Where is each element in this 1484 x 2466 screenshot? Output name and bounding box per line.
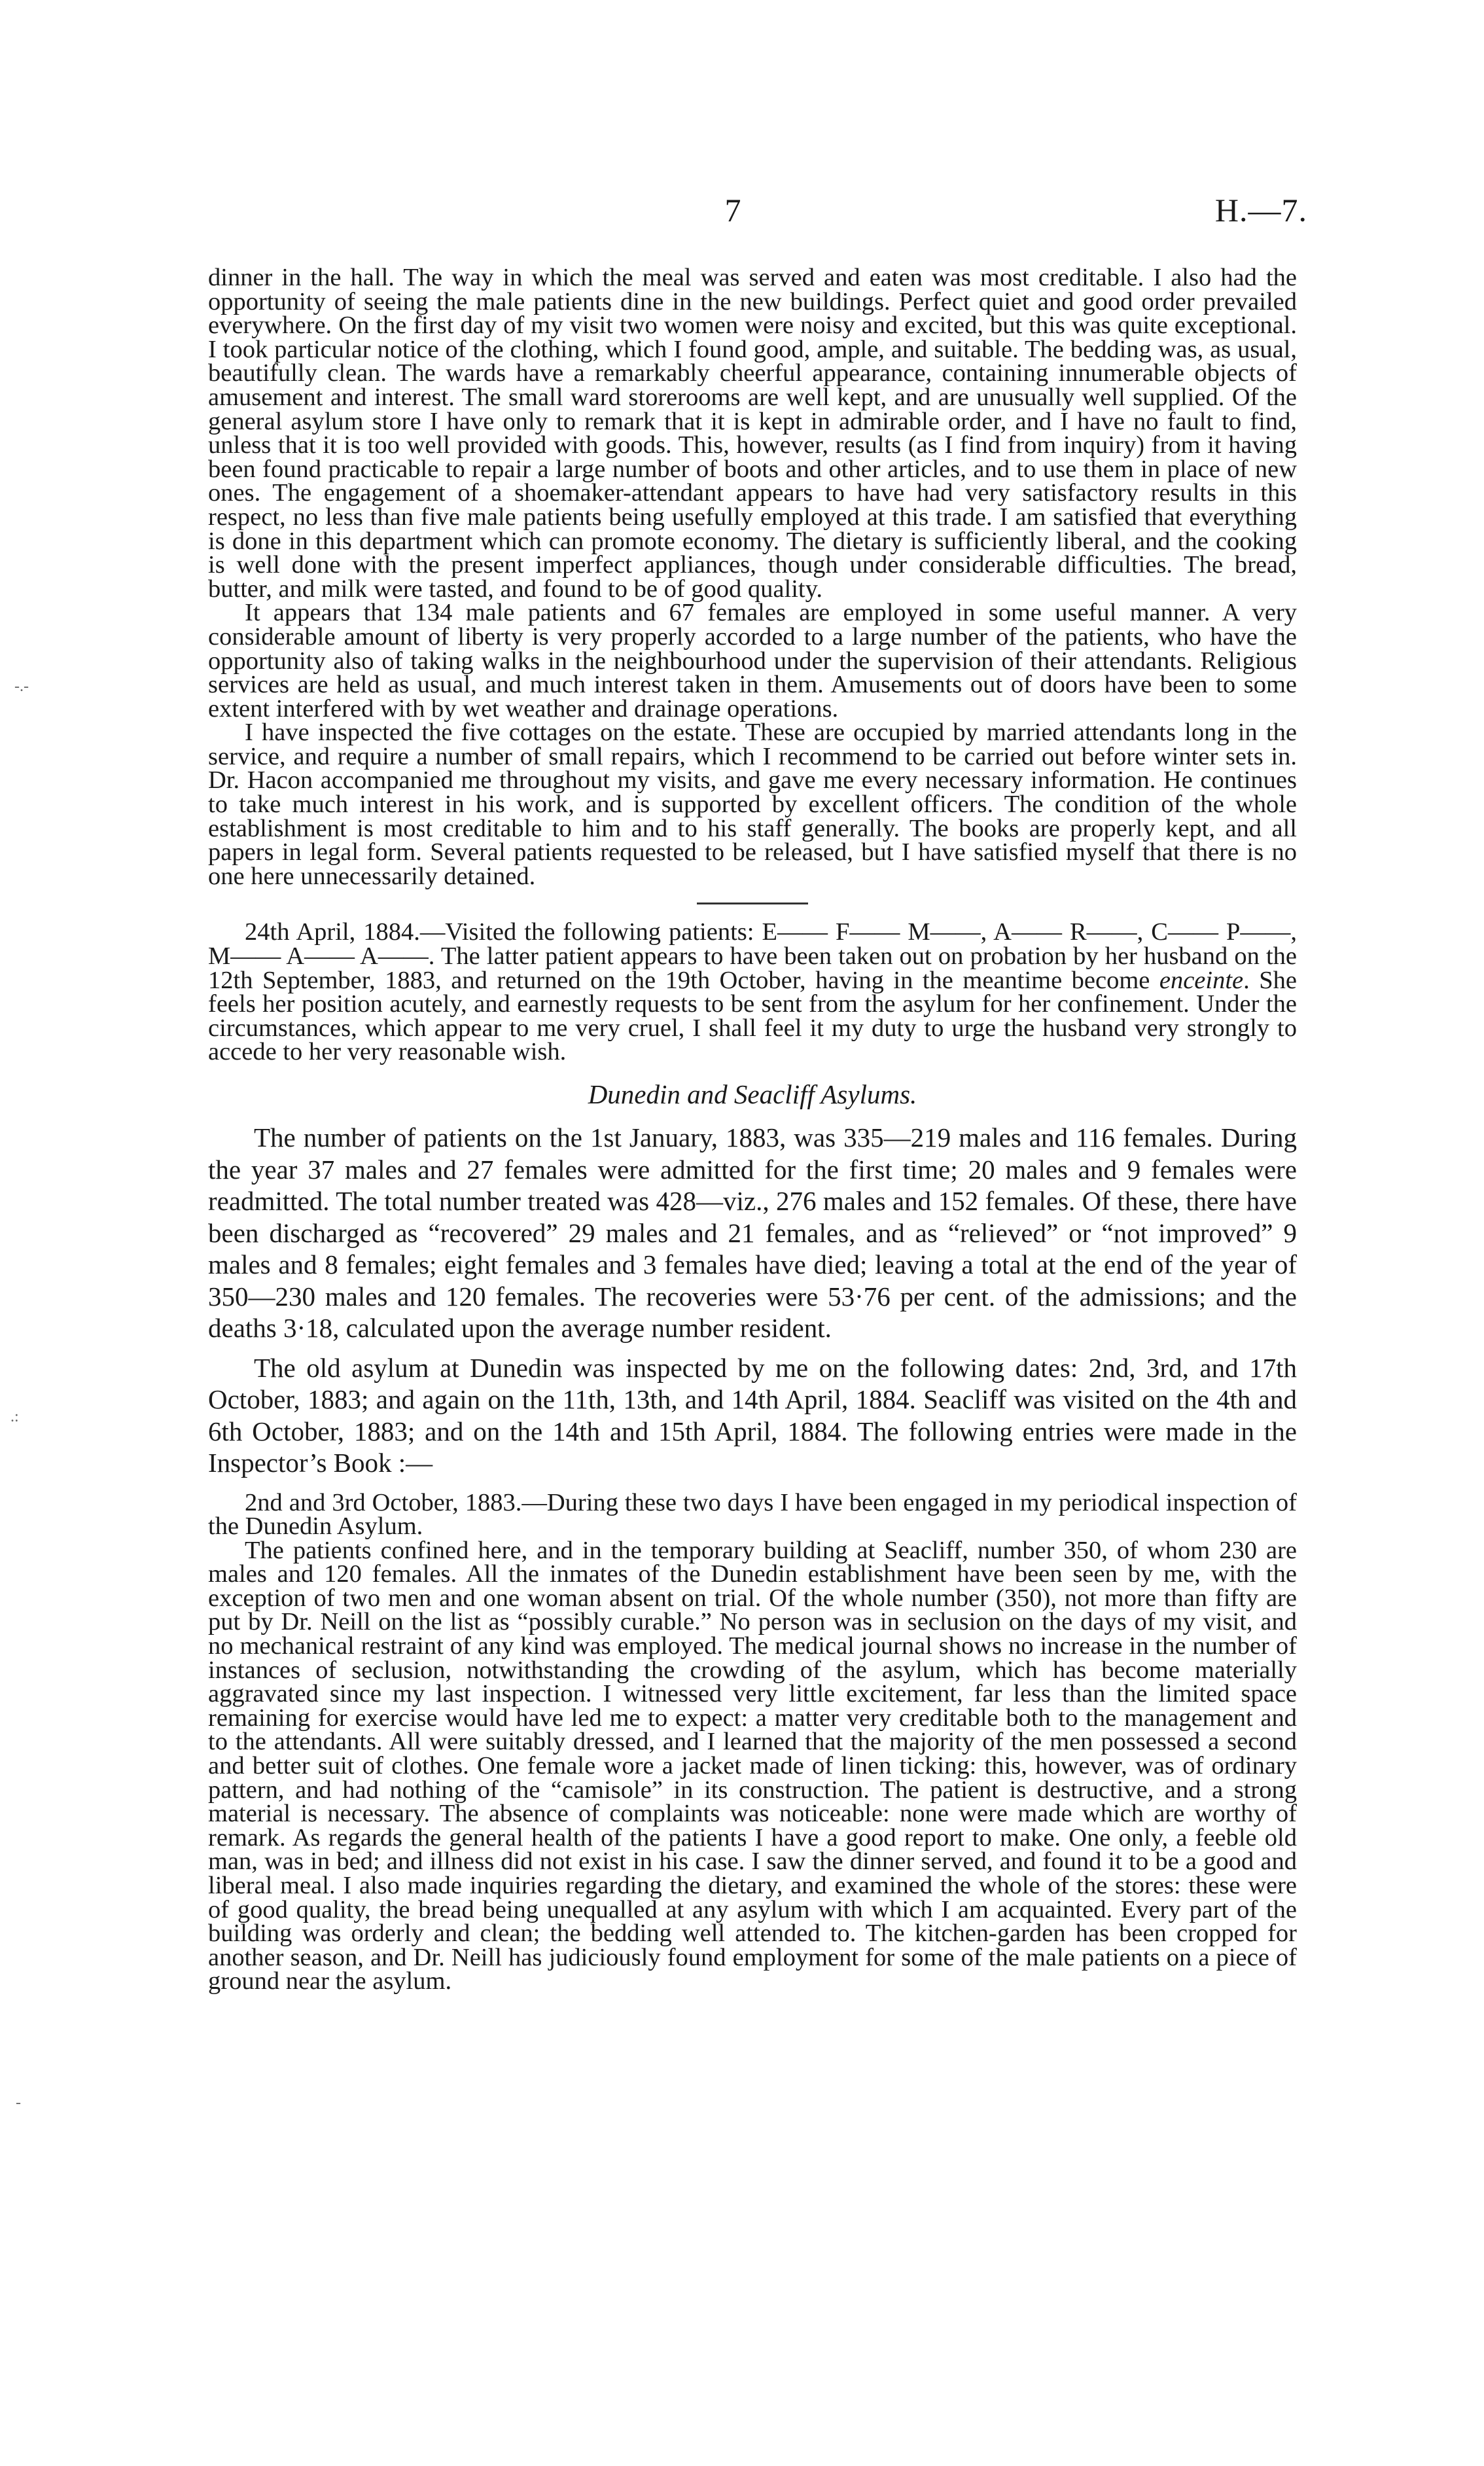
margin-mark: - [16, 2094, 21, 2111]
visit-entry [208, 920, 1297, 1064]
page-number: 7 [724, 192, 741, 228]
summary-paragraph: The old asylum at Dunedin was inspected by me on the following dates: 2nd, 3rd, and 17th October, 1883; and again on the 11th, 13th, and 14th April, 1884. Seacliff was visited on the 4th and 6th October, 1883; and on the 14th and 15th April, 1884. The following entries were made in the Inspector’s Book :— [208, 1352, 1297, 1478]
report-paragraph: I have inspected the five cottages on the estate. These are occupied by married attendants long in the service, and require a number of small repairs, which I recommend to be carried out before winter sets in. Dr. Hacon accompanied me throughout my visits, and gave me every necessary information. He continues to take much interest in his work, and is supported by excellent officers. The condition of the whole establishment is most creditable to him and to his staff generally. The books are properly kept, and all papers in legal form. Several patients requested to be released, but I have satisfied myself that there is no one here unnecessarily detained. [208, 719, 1297, 890]
section-heading: Dunedin and Seacliff Asylums. [588, 1079, 917, 1109]
margin-mark: .: [10, 1408, 19, 1425]
asylum-summary [208, 1122, 1297, 1479]
entry-paragraph: 2nd and 3rd October, 1883.—During these two days I have been engaged in my periodical inspection of the Dunedin Asylum. [208, 1488, 1297, 1541]
divider-rule [697, 902, 808, 904]
inspector-entries [208, 1488, 1297, 1995]
page-content [208, 266, 1297, 1993]
visit-paragraph [208, 920, 1297, 1064]
report-paragraph: It appears that 134 male patients and 67 females are employed in some useful manner. A very considerable amount of liberty is very properly accorded to a large number of the patients, who have the opportunity also of taking walks in the neighbourhood under the supervision of their attendants. Religious services are held as usual, and much interest taken in them. Amusements out of doors have been to some extent interfered with by wet weather and drainage operations. [208, 599, 1297, 723]
summary-paragraph: The number of patients on the 1st January, 1883, was 335—219 males and 116 females. During the year 37 males and 27 females were admitted for the first time; 20 males and 9 females were readmitted. The total number treated was 428—viz., 276 males and 152 females. Of these, there have been discharged as “recovered” 29 males and 21 females, and as “relieved” or “not improved” 9 males and 8 females; eight females and 3 females have died; leaving a total at the end of the year of 350—230 males and 120 females. The recoveries were 53·76 per cent. of the admissions; and the deaths 3·18, calculated upon the average number resident. [208, 1122, 1297, 1343]
report-paragraph: dinner in the hall. The way in which the meal was served and eaten was most creditable. I also had the opportunity of seeing the male patients dine in the new buildings. Perfect quiet and good order prevailed everywhere. On the first day of my visit two women were noisy and excited, but this was quite exceptional. I took particular notice of the clothing, which I found good, ample, and suitable. The bedding was, as usual, beautifully clean. The wards have a remarkably cheerful appearance, containing innumerable objects of amusement and interest. The small ward storerooms are well kept, and are unusually well supplied. Of the general asylum store I have only to remark that it is kept in admirable order, and I have no fault to find, unless that it is too well provided with goods. This, however, results (as I find from inquiry) from it having been found practicable to repair a large number of boots and other articles, and to use them in place of new ones. The engagement of a shoemaker-attendant appears to have had very satisfactory results in this respect, no less than five male patients being usefully employed at this trade. I am satisfied that everything is done in this department which can promote economy. The dietary is sufficiently liberal, and the cooking is well done with the present imperfect appliances, though under considerable difficulties. The bread, butter, and milk were tasted, and found to be of good quality. [208, 264, 1297, 603]
visit-text: 24th April, 1884.—Visited the following patients: E—— F—— M——, A—— R——, C—— P——, M—— A—— A——. The latter patient appears to have been taken out on probation by her husband on the 12th September, 1883, and returned on the 19th October, having in the meantime become [208, 918, 1297, 994]
entry-paragraph: The patients confined here, and in the temporary building at Seacliff, number 350, of whom 230 are males and 120 females. All the inmates of the Dunedin establishment have been seen by me, with the exception of two men and one woman absent on trial. Of the whole number (350), not more than fifty are put by Dr. Neill on the list as “possibly curable.” No person was in seclusion on the days of my visit, and no mechanical restraint of any kind was employed. The medical journal shows no increase in the number of instances of seclusion, notwithstanding the crowding of the asylum, which has become materially aggravated since my last inspection. I witnessed very little excitement, far less than the limited space remaining for exercise would have led me to expect: a matter very creditable both to the management and to the attendants. All were suitably dressed, and I learned that the majority of the men possessed a second and better suit of clothes. One female wore a jacket made of linen ticking: this, however, was of ordinary pattern, and had nothing of the “camisole” in its construction. The patient is destructive, and a strong material is necessary. The absence of complaints was noticeable: none were made which are worthy of remark. As regards the general health of the patients I have a good report to make. One only, a feeble old man, was in bed; and illness did not exist in his case. I saw the dinner served, and found it to be a good and liberal meal. I also made inquiries regarding the dietary, and examined the whole of the stores: these were of good quality, the bread being unequalled at any asylum with which I am acquainted. Every part of the building was orderly and clean; the bedding well attended to. The kitchen-garden has been cropped for another season, and Dr. Neill has judiciously found employment for some of the male patients on a piece of ground near the asylum. [208, 1536, 1297, 1995]
document-reference: H.—7. [1214, 192, 1307, 228]
margin-mark: -.- [14, 678, 29, 695]
report-continuation [208, 266, 1297, 888]
visit-text: . She feels her position acutely, and earnestly requests to be sent from the asylum for her confinement. Under the circumstances, which appear to me very cruel, I shall feel it my duty to urge the husband very strongly to accede to her very reasonable wish. [208, 966, 1297, 1066]
visit-italic-term: enceinte [1159, 966, 1244, 994]
